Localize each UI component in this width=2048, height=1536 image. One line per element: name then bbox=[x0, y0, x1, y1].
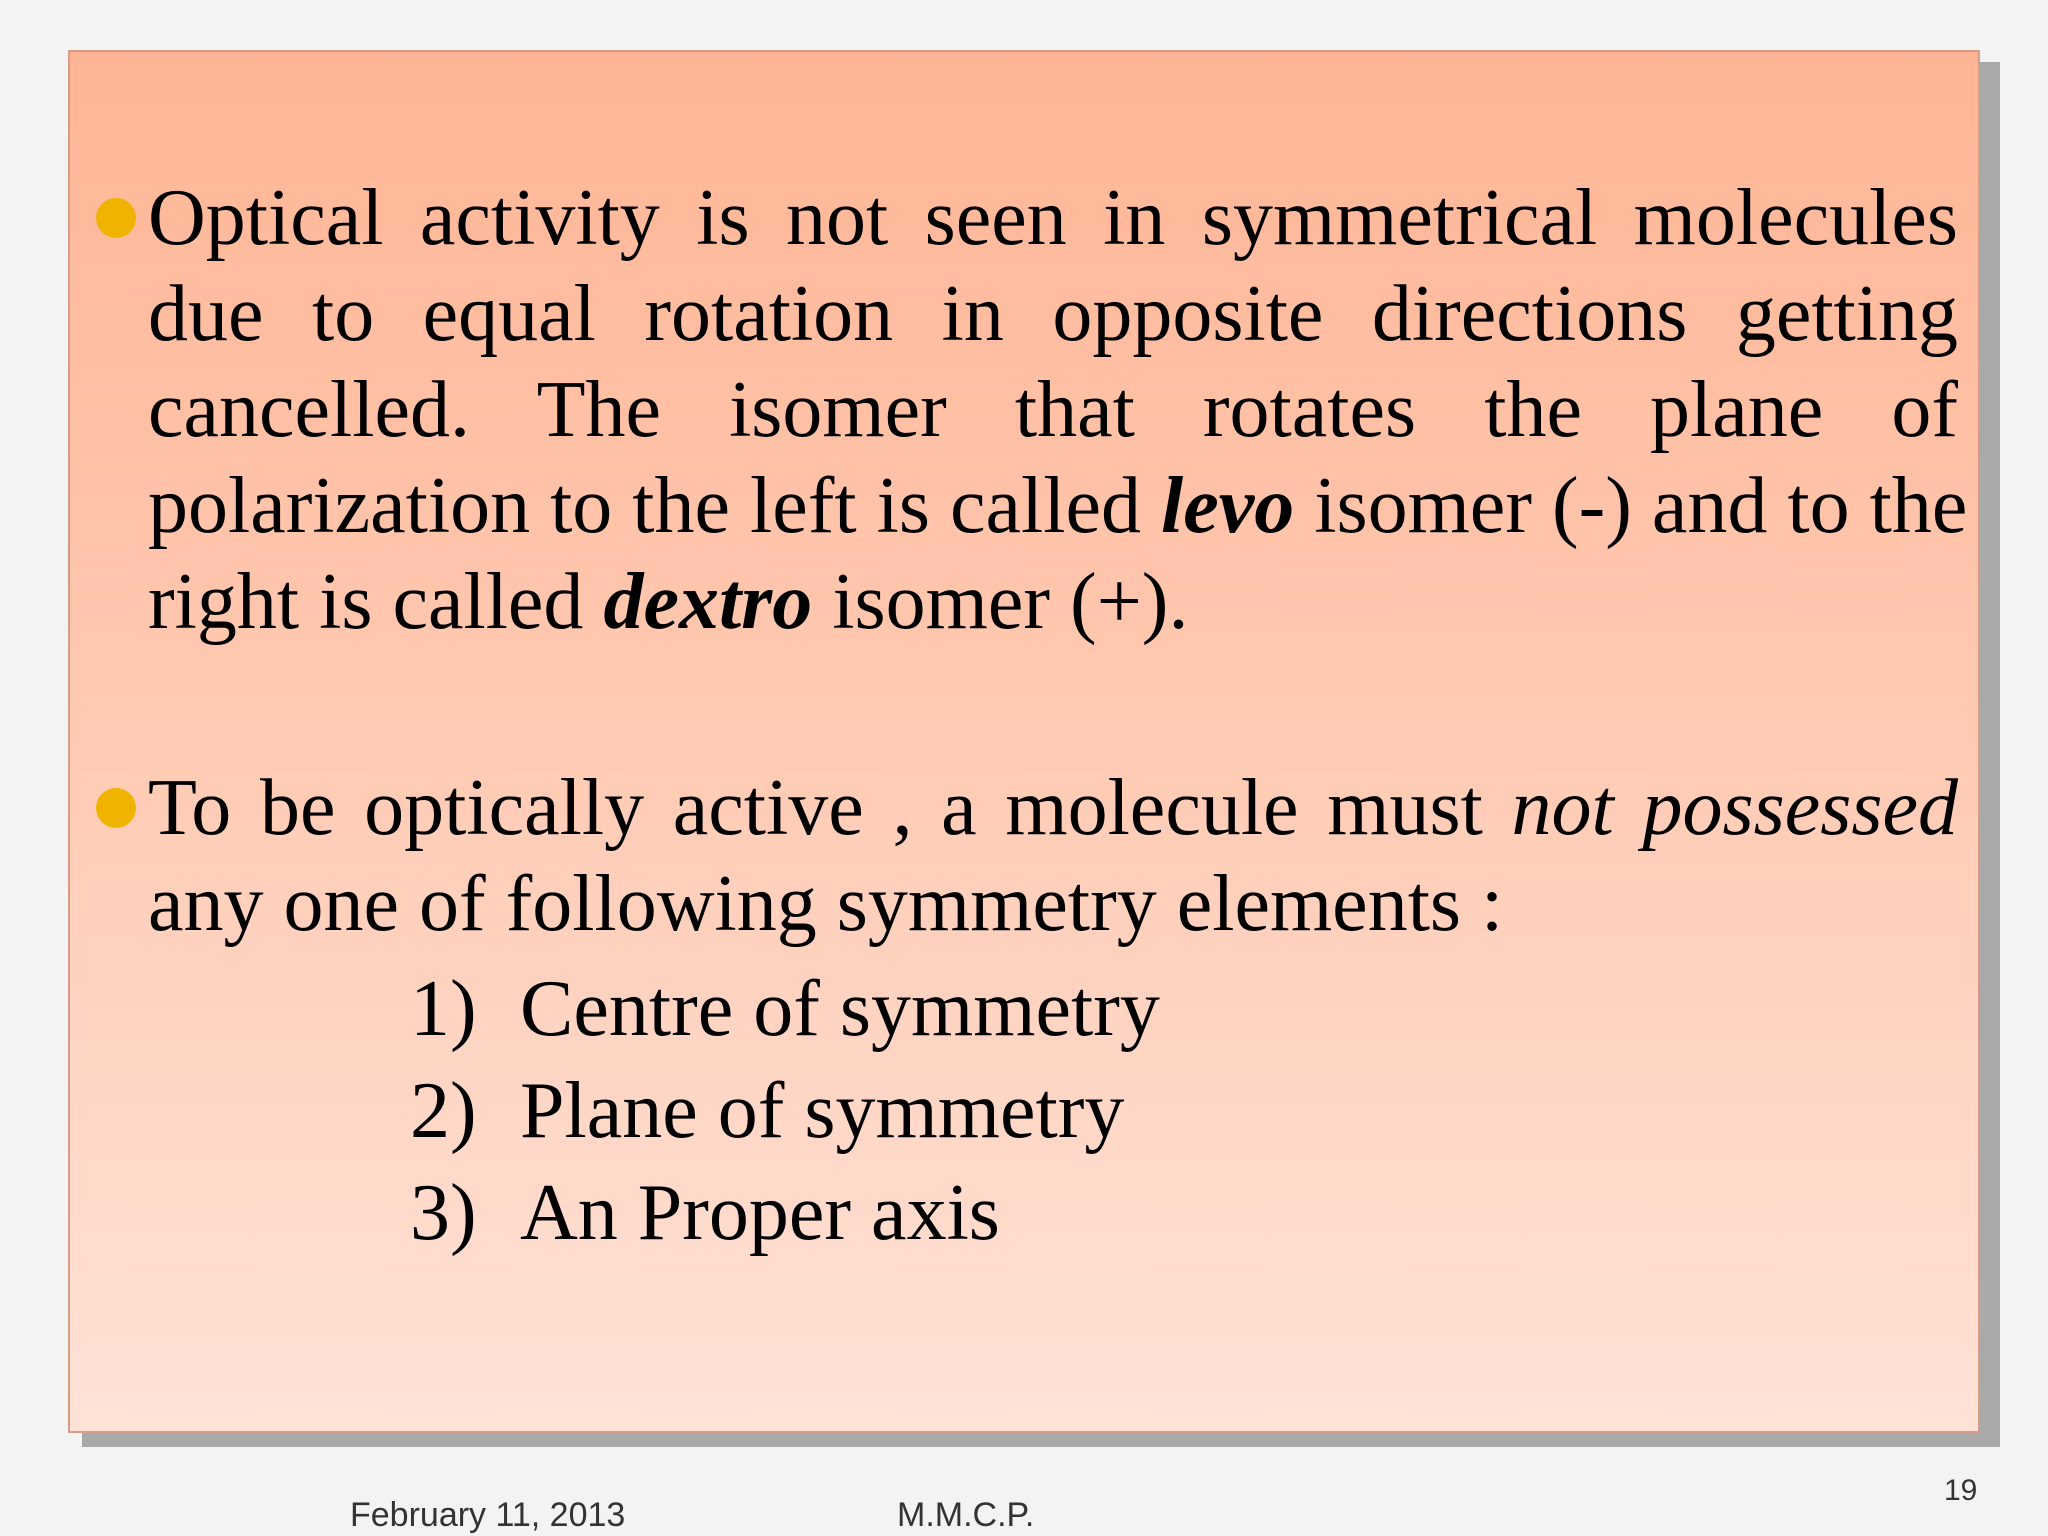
bullet1-line5 bbox=[148, 554, 1958, 650]
list-item-text: Plane of symmetry bbox=[520, 1067, 1125, 1155]
bullet2-line1-start: To be optically active , a molecule must bbox=[148, 764, 1512, 852]
symmetry-elements-list bbox=[410, 958, 1310, 1264]
not-possessed-emphasis: not possessed bbox=[1511, 764, 1958, 852]
bullet1-line2: due to equal rotation in opposite directions getting bbox=[148, 270, 1958, 358]
bullet1-line5-end: isomer (+). bbox=[812, 558, 1189, 646]
dextro-emphasis: dextro bbox=[603, 558, 813, 646]
levo-emphasis: levo bbox=[1160, 462, 1295, 550]
bullet1-line5-start: right is called bbox=[148, 558, 604, 646]
list-item-number: 1) bbox=[410, 965, 477, 1053]
footer-author: M.M.C.P. bbox=[897, 1496, 1035, 1534]
bullet2-line2: any one of following symmetry elements : bbox=[148, 860, 1504, 948]
bullet1-line4 bbox=[148, 458, 1968, 554]
bullet-dot-icon bbox=[96, 788, 136, 828]
bullet2-line1 bbox=[148, 760, 1958, 856]
bullet-dot-icon bbox=[96, 198, 136, 238]
footer-date: February 11, 2013 bbox=[350, 1496, 626, 1534]
bullet1-line1: Optical activity is not seen in symmetrical molecules bbox=[148, 174, 1958, 262]
bullet1-line3: cancelled. The isomer that rotates the plane of bbox=[148, 366, 1958, 454]
list-item bbox=[410, 1060, 1310, 1162]
list-item bbox=[410, 1162, 1310, 1264]
list-item bbox=[410, 958, 1310, 1060]
bullet1-line4-start: polarization to the left is called bbox=[148, 462, 1161, 550]
bullet1-line4-end: isomer (-) and to the bbox=[1294, 462, 1968, 550]
list-item-text: Centre of symmetry bbox=[520, 965, 1160, 1053]
list-item-text: An Proper axis bbox=[520, 1169, 1000, 1257]
bullet-optical-activity bbox=[148, 170, 1968, 650]
list-item-number: 3) bbox=[410, 1169, 477, 1257]
list-item-number: 2) bbox=[410, 1067, 477, 1155]
bullet-optically-active bbox=[148, 760, 1958, 952]
page-number: 19 bbox=[1944, 1474, 1978, 1507]
